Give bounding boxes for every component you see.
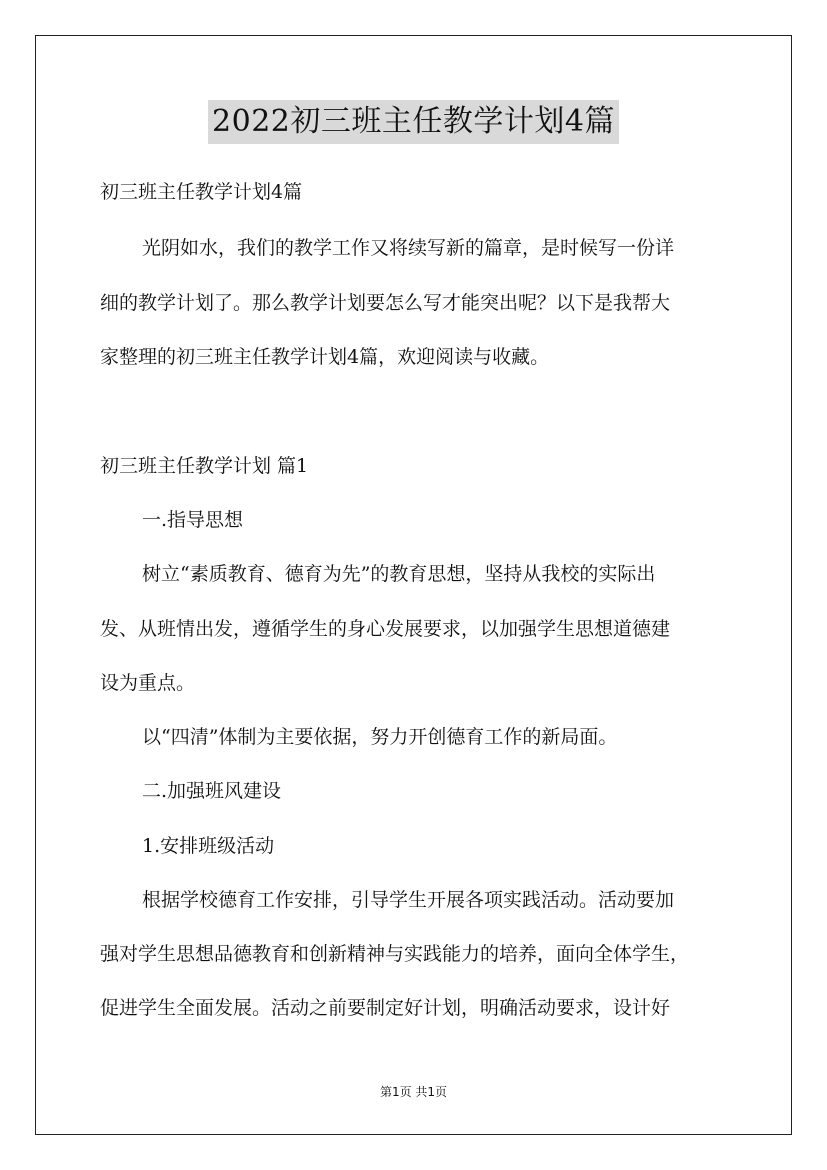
heading-class-activities: 1.安排班级活动 [142, 835, 275, 857]
heading-class-culture: 二.加强班风建设 [142, 780, 282, 802]
para1-line-1: 树立“素质教育、德育为先”的教育思想，坚持从我校的实际出 [142, 563, 656, 585]
para1-line-3: 设为重点。 [100, 672, 196, 694]
section-heading: 初三班主任教学计划 篇1 [100, 455, 309, 477]
intro-line-1: 光阴如水，我们的教学工作又将续写新的篇章，是时候写一份详 [142, 237, 675, 259]
para2-line: 以“四清”体制为主要依据，努力开创德育工作的新局面。 [142, 726, 618, 748]
document-title: 2022初三班主任教学计划4篇 [208, 100, 619, 144]
para3-line-1: 根据学校德育工作安排，引导学生开展各项实践活动。活动要加 [142, 889, 675, 911]
para1-line-2: 发、从班情出发，遵循学生的身心发展要求，以加强学生思想道德建 [100, 618, 671, 640]
heading-guiding-thought: 一.指导思想 [142, 509, 244, 531]
para3-line-3: 促进学生全面发展。活动之前要制定好计划，明确活动要求，设计好 [100, 997, 671, 1019]
intro-line-3: 家整理的初三班主任教学计划4篇，欢迎阅读与收藏。 [100, 346, 550, 368]
page-footer: 第1页 共1页 [379, 1085, 448, 1099]
document-subtitle: 初三班主任教学计划4篇 [100, 181, 303, 203]
para3-line-2: 强对学生思想品德教育和创新精神与实践能力的培养，面向全体学生， [100, 943, 690, 965]
title-wrap [0, 100, 827, 144]
intro-line-2: 细的教学计划了。那么教学计划要怎么写才能突出呢？以下是我帮大 [100, 292, 671, 314]
